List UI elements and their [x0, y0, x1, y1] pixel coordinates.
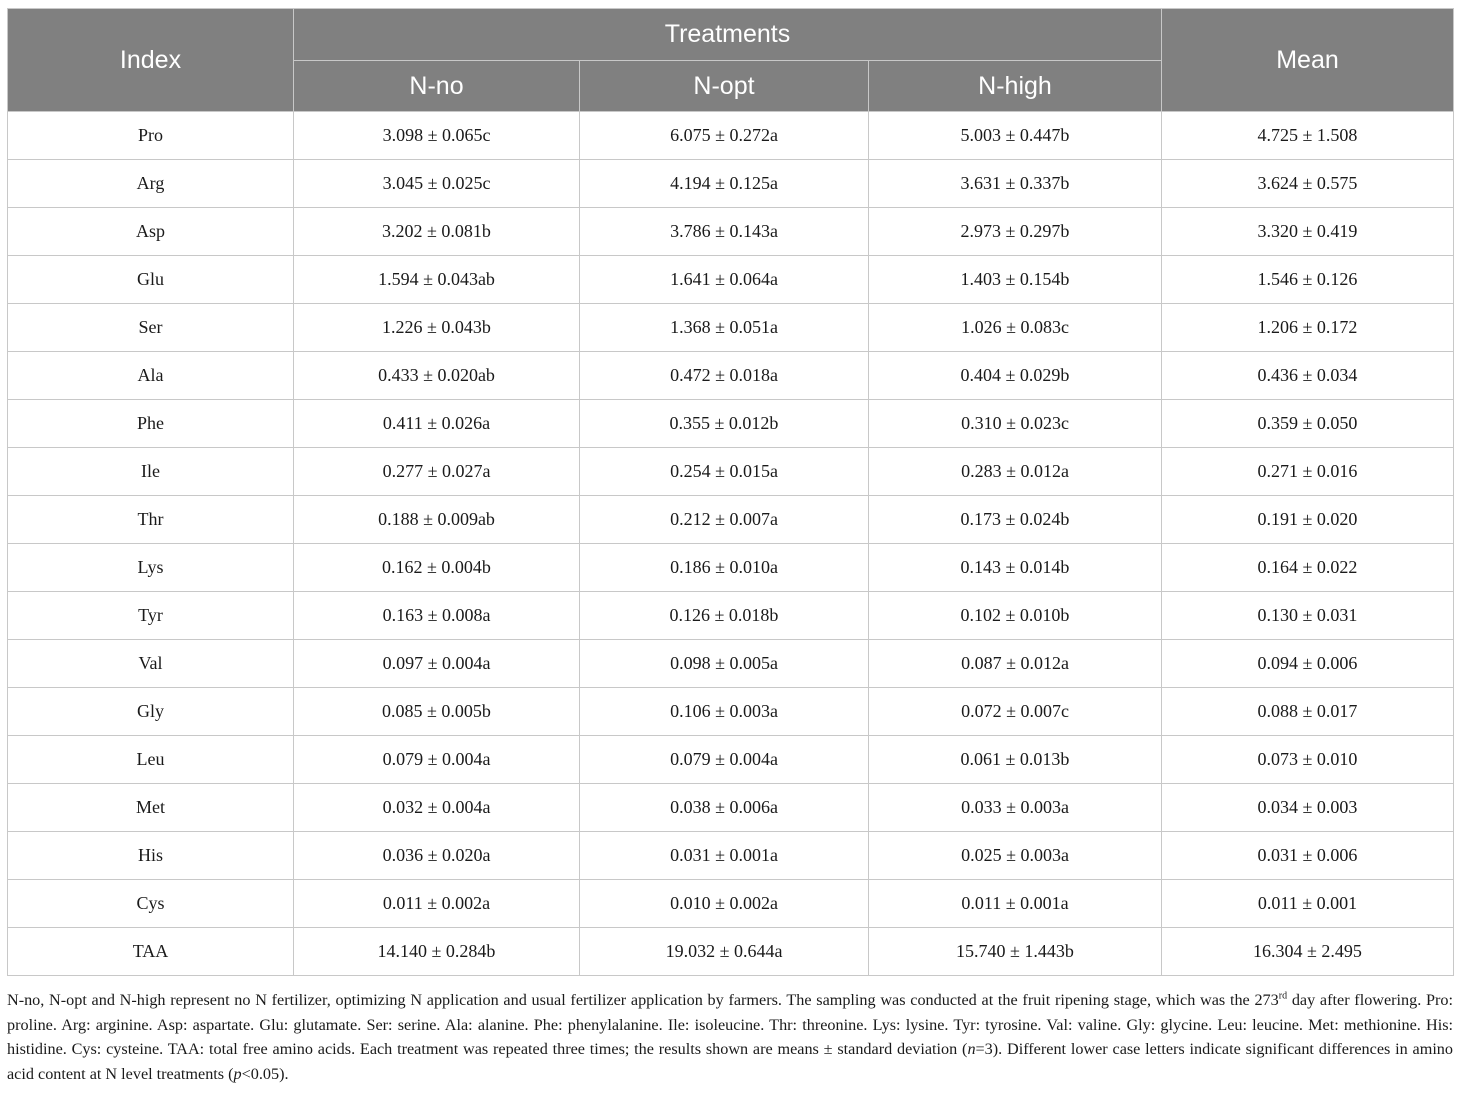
- table-row: [8, 736, 1454, 784]
- cell-mean: 3.624 ± 0.575: [1162, 160, 1454, 208]
- cell-n-no: 0.433 ± 0.020ab: [294, 352, 580, 400]
- cell-n-high: 0.025 ± 0.003a: [869, 832, 1162, 880]
- header-treatments: Treatments: [294, 9, 1162, 61]
- cell-n-opt: 0.010 ± 0.002a: [580, 880, 869, 928]
- header-n-no: N-no: [294, 61, 580, 112]
- header-index: Index: [8, 9, 294, 112]
- cell-n-opt: 0.079 ± 0.004a: [580, 736, 869, 784]
- table-row: [8, 304, 1454, 352]
- cell-mean: 0.359 ± 0.050: [1162, 400, 1454, 448]
- cell-n-opt: 0.031 ± 0.001a: [580, 832, 869, 880]
- cell-index: Val: [8, 640, 294, 688]
- footnote-part1: N-no, N-opt and N-high represent no N fertilizer, optimizing N application and usual fertilizer application by farmers. The sampling was conducted at the fruit ripening stage, which was the 273: [7, 991, 1279, 1009]
- cell-n-no: 3.098 ± 0.065c: [294, 112, 580, 160]
- header-n-opt: N-opt: [580, 61, 869, 112]
- cell-n-no: 0.277 ± 0.027a: [294, 448, 580, 496]
- cell-n-no: 0.163 ± 0.008a: [294, 592, 580, 640]
- table-row: [8, 448, 1454, 496]
- footnote-sup: rd: [1278, 990, 1288, 1002]
- cell-n-no: 0.097 ± 0.004a: [294, 640, 580, 688]
- table-body: [8, 112, 1454, 976]
- cell-n-opt: 4.194 ± 0.125a: [580, 160, 869, 208]
- cell-n-high: 2.973 ± 0.297b: [869, 208, 1162, 256]
- table-footnote: [7, 988, 1453, 1086]
- cell-index: TAA: [8, 928, 294, 976]
- table-row: [8, 160, 1454, 208]
- amino-acid-table-container: [7, 8, 1453, 976]
- table-row: [8, 208, 1454, 256]
- cell-n-opt: 0.254 ± 0.015a: [580, 448, 869, 496]
- cell-mean: 0.011 ± 0.001: [1162, 880, 1454, 928]
- cell-mean: 1.546 ± 0.126: [1162, 256, 1454, 304]
- cell-index: Cys: [8, 880, 294, 928]
- cell-n-no: 0.162 ± 0.004b: [294, 544, 580, 592]
- cell-index: Ala: [8, 352, 294, 400]
- cell-n-no: 3.202 ± 0.081b: [294, 208, 580, 256]
- table-row: [8, 352, 1454, 400]
- table-row: [8, 880, 1454, 928]
- cell-n-opt: 0.106 ± 0.003a: [580, 688, 869, 736]
- cell-n-no: 1.226 ± 0.043b: [294, 304, 580, 352]
- cell-n-no: 0.411 ± 0.026a: [294, 400, 580, 448]
- cell-n-opt: 3.786 ± 0.143a: [580, 208, 869, 256]
- cell-index: Met: [8, 784, 294, 832]
- cell-n-no: 0.085 ± 0.005b: [294, 688, 580, 736]
- cell-mean: 4.725 ± 1.508: [1162, 112, 1454, 160]
- cell-n-high: 0.033 ± 0.003a: [869, 784, 1162, 832]
- cell-index: Thr: [8, 496, 294, 544]
- cell-n-high: 5.003 ± 0.447b: [869, 112, 1162, 160]
- cell-n-no: 14.140 ± 0.284b: [294, 928, 580, 976]
- cell-n-high: 1.026 ± 0.083c: [869, 304, 1162, 352]
- cell-index: Tyr: [8, 592, 294, 640]
- cell-n-opt: 0.098 ± 0.005a: [580, 640, 869, 688]
- table-row: [8, 544, 1454, 592]
- header-mean: Mean: [1162, 9, 1454, 112]
- cell-n-high: 0.283 ± 0.012a: [869, 448, 1162, 496]
- cell-index: Ser: [8, 304, 294, 352]
- cell-n-no: 3.045 ± 0.025c: [294, 160, 580, 208]
- cell-n-high: 0.404 ± 0.029b: [869, 352, 1162, 400]
- cell-n-no: 0.079 ± 0.004a: [294, 736, 580, 784]
- cell-n-no: 0.188 ± 0.009ab: [294, 496, 580, 544]
- cell-n-opt: 0.355 ± 0.012b: [580, 400, 869, 448]
- table-row: [8, 592, 1454, 640]
- table-row: [8, 832, 1454, 880]
- cell-n-high: 0.011 ± 0.001a: [869, 880, 1162, 928]
- table-header: [8, 9, 1454, 112]
- table-row: [8, 928, 1454, 976]
- cell-index: Lys: [8, 544, 294, 592]
- cell-n-high: 0.087 ± 0.012a: [869, 640, 1162, 688]
- footnote-part4: <0.05).: [241, 1064, 289, 1083]
- cell-mean: 16.304 ± 2.495: [1162, 928, 1454, 976]
- cell-n-opt: 6.075 ± 0.272a: [580, 112, 869, 160]
- table-row: [8, 496, 1454, 544]
- cell-n-opt: 0.038 ± 0.006a: [580, 784, 869, 832]
- cell-n-high: 3.631 ± 0.337b: [869, 160, 1162, 208]
- footnote-n: n: [967, 1040, 976, 1058]
- cell-n-opt: 0.472 ± 0.018a: [580, 352, 869, 400]
- footnote-part3: =3). Different lower case letters indicate significant differences in amino acid content at N level treatments (: [7, 1040, 1453, 1083]
- cell-n-high: 1.403 ± 0.154b: [869, 256, 1162, 304]
- cell-n-opt: 0.186 ± 0.010a: [580, 544, 869, 592]
- cell-n-opt: 0.126 ± 0.018b: [580, 592, 869, 640]
- cell-index: Pro: [8, 112, 294, 160]
- cell-n-opt: 1.368 ± 0.051a: [580, 304, 869, 352]
- cell-n-high: 15.740 ± 1.443b: [869, 928, 1162, 976]
- cell-n-no: 0.032 ± 0.004a: [294, 784, 580, 832]
- footnote-p: p: [233, 1064, 242, 1083]
- cell-mean: 0.164 ± 0.022: [1162, 544, 1454, 592]
- cell-n-opt: 0.212 ± 0.007a: [580, 496, 869, 544]
- cell-index: Gly: [8, 688, 294, 736]
- cell-n-high: 0.173 ± 0.024b: [869, 496, 1162, 544]
- cell-index: Asp: [8, 208, 294, 256]
- cell-n-opt: 1.641 ± 0.064a: [580, 256, 869, 304]
- cell-n-high: 0.061 ± 0.013b: [869, 736, 1162, 784]
- footnote-part2: day after flowering. Pro: proline. Arg: arginine. Asp: aspartate. Glu: glutamate. Ser: serine. Ala: alanine. Phe: phenylalanine. Ile: isoleucine. Thr: threonine. Lys: lysine. Tyr: tyrosine. Val: valine. Gly: glycine. Leu: leucine. Met: methionine. His: histidine. Cys: cysteine. TAA: total free amino acids. Each treatment was repeated three times; the results shown are means ± standard deviation (: [7, 991, 1454, 1058]
- cell-mean: 0.271 ± 0.016: [1162, 448, 1454, 496]
- table-row: [8, 112, 1454, 160]
- cell-n-no: 0.036 ± 0.020a: [294, 832, 580, 880]
- cell-mean: 0.094 ± 0.006: [1162, 640, 1454, 688]
- cell-mean: 0.436 ± 0.034: [1162, 352, 1454, 400]
- cell-index: Glu: [8, 256, 294, 304]
- cell-n-no: 1.594 ± 0.043ab: [294, 256, 580, 304]
- cell-mean: 1.206 ± 0.172: [1162, 304, 1454, 352]
- cell-mean: 0.073 ± 0.010: [1162, 736, 1454, 784]
- cell-mean: 3.320 ± 0.419: [1162, 208, 1454, 256]
- cell-mean: 0.034 ± 0.003: [1162, 784, 1454, 832]
- cell-index: Phe: [8, 400, 294, 448]
- cell-index: Leu: [8, 736, 294, 784]
- table-row: [8, 400, 1454, 448]
- cell-mean: 0.088 ± 0.017: [1162, 688, 1454, 736]
- cell-index: Arg: [8, 160, 294, 208]
- cell-n-high: 0.310 ± 0.023c: [869, 400, 1162, 448]
- cell-n-opt: 19.032 ± 0.644a: [580, 928, 869, 976]
- table-row: [8, 256, 1454, 304]
- cell-n-high: 0.072 ± 0.007c: [869, 688, 1162, 736]
- amino-acid-table: [7, 8, 1454, 976]
- cell-n-no: 0.011 ± 0.002a: [294, 880, 580, 928]
- table-row: [8, 784, 1454, 832]
- cell-index: His: [8, 832, 294, 880]
- cell-index: Ile: [8, 448, 294, 496]
- table-row: [8, 640, 1454, 688]
- cell-mean: 0.191 ± 0.020: [1162, 496, 1454, 544]
- table-row: [8, 688, 1454, 736]
- cell-n-high: 0.102 ± 0.010b: [869, 592, 1162, 640]
- cell-mean: 0.031 ± 0.006: [1162, 832, 1454, 880]
- cell-mean: 0.130 ± 0.031: [1162, 592, 1454, 640]
- header-n-high: N-high: [869, 61, 1162, 112]
- cell-n-high: 0.143 ± 0.014b: [869, 544, 1162, 592]
